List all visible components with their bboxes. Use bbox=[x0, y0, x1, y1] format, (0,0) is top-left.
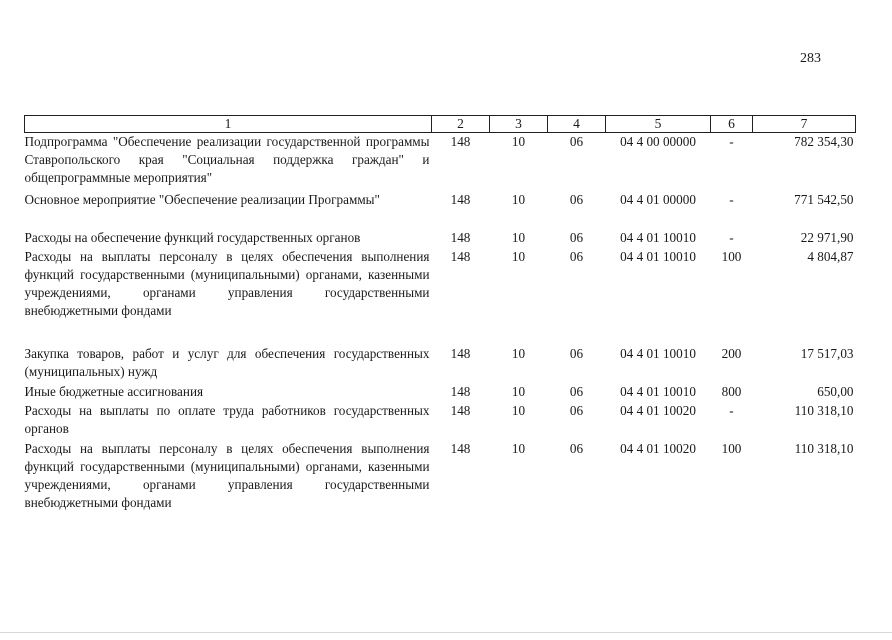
column-header: 2 bbox=[432, 116, 490, 133]
row-amount: 4 804,87 bbox=[807, 248, 854, 264]
row-description: Основное мероприятие "Обеспечение реализации Программы" bbox=[24, 191, 380, 207]
row-section-code: 10 bbox=[511, 191, 526, 207]
row-target-article: 04 4 01 00000 bbox=[620, 191, 696, 207]
row-subsection-code: 06 bbox=[569, 383, 584, 399]
table-row bbox=[25, 229, 856, 248]
row-amount: 22 971,90 bbox=[800, 229, 854, 245]
row-section-code: 10 bbox=[511, 402, 526, 418]
row-description: Подпрограмма "Обеспечение реализации государственной программы Ставропольского края "Социальная поддержка граждан" и общепрограммные мероприятия" bbox=[24, 134, 430, 186]
row-section-code: 10 bbox=[511, 383, 526, 399]
row-target-article: 04 4 01 10010 bbox=[620, 345, 696, 361]
row-description: Расходы на обеспечение функций государственных органов bbox=[24, 229, 361, 245]
row-expense-type: 100 bbox=[721, 440, 742, 456]
table-row bbox=[25, 383, 856, 402]
row-ministry-code: 148 bbox=[450, 345, 471, 361]
row-amount: 650,00 bbox=[817, 383, 854, 399]
table-row bbox=[25, 402, 856, 440]
row-section-code: 10 bbox=[511, 134, 526, 149]
table-row bbox=[25, 248, 856, 345]
row-target-article: 04 4 01 10010 bbox=[620, 248, 696, 264]
row-description: Расходы на выплаты персоналу в целях обеспечения выполнения функций государственными (муниципальными) органами, казенными учреждениями, органами управления государственными внебюджетными фондами bbox=[24, 248, 430, 319]
row-ministry-code: 148 bbox=[450, 229, 471, 245]
row-amount: 110 318,10 bbox=[794, 440, 854, 456]
row-subsection-code: 06 bbox=[569, 191, 584, 207]
column-header: 3 bbox=[490, 116, 548, 133]
budget-table bbox=[24, 115, 856, 514]
row-subsection-code: 06 bbox=[569, 345, 584, 361]
row-ministry-code: 148 bbox=[450, 402, 471, 418]
row-description: Иные бюджетные ассигнования bbox=[24, 383, 204, 399]
row-description: Расходы на выплаты персоналу в целях обеспечения выполнения функций государственными (муниципальными) органами, казенными учреждениями, органами управления государственными внебюджетными фондами bbox=[24, 440, 430, 511]
scan-edge-line bbox=[0, 632, 892, 633]
row-expense-type: - bbox=[729, 402, 734, 418]
row-subsection-code: 06 bbox=[569, 248, 584, 264]
row-expense-type: 100 bbox=[721, 248, 742, 264]
row-ministry-code: 148 bbox=[450, 440, 471, 456]
row-section-code: 10 bbox=[511, 345, 526, 361]
table-row bbox=[25, 133, 856, 191]
row-ministry-code: 148 bbox=[450, 191, 471, 207]
row-expense-type: 800 bbox=[721, 383, 742, 399]
row-target-article: 04 4 01 10020 bbox=[620, 402, 696, 418]
row-amount: 110 318,10 bbox=[794, 402, 854, 418]
table-header-row bbox=[25, 116, 856, 133]
row-ministry-code: 148 bbox=[450, 248, 471, 264]
row-expense-type: - bbox=[729, 191, 734, 207]
row-section-code: 10 bbox=[511, 440, 526, 456]
column-header: 6 bbox=[711, 116, 753, 133]
row-target-article: 04 4 01 10020 bbox=[620, 440, 696, 456]
row-description: Расходы на выплаты по оплате труда работников государственных органов bbox=[24, 402, 430, 436]
row-section-code: 10 bbox=[511, 229, 526, 245]
row-subsection-code: 06 bbox=[569, 402, 584, 418]
row-target-article: 04 4 01 10010 bbox=[620, 383, 696, 399]
table-row bbox=[25, 440, 856, 514]
row-expense-type: - bbox=[729, 134, 734, 149]
row-amount: 17 517,03 bbox=[800, 345, 854, 361]
column-header: 4 bbox=[548, 116, 606, 133]
row-target-article: 04 4 00 00000 bbox=[620, 134, 696, 149]
column-header: 7 bbox=[753, 116, 856, 133]
row-ministry-code: 148 bbox=[450, 134, 471, 149]
row-section-code: 10 bbox=[511, 248, 526, 264]
row-subsection-code: 06 bbox=[569, 440, 584, 456]
row-amount: 782 354,30 bbox=[794, 134, 854, 149]
table-row bbox=[25, 191, 856, 229]
row-ministry-code: 148 bbox=[450, 383, 471, 399]
row-target-article: 04 4 01 10010 bbox=[620, 229, 696, 245]
row-description: Закупка товаров, работ и услуг для обеспечения государственных (муниципальных) нужд bbox=[24, 345, 430, 379]
row-expense-type: - bbox=[729, 229, 734, 245]
column-header: 1 bbox=[25, 116, 432, 133]
row-amount: 771 542,50 bbox=[794, 191, 854, 207]
row-subsection-code: 06 bbox=[569, 134, 584, 149]
column-header: 5 bbox=[606, 116, 711, 133]
table-row bbox=[25, 345, 856, 383]
row-expense-type: 200 bbox=[721, 345, 742, 361]
row-subsection-code: 06 bbox=[569, 229, 584, 245]
page-number: 283 bbox=[800, 51, 821, 66]
